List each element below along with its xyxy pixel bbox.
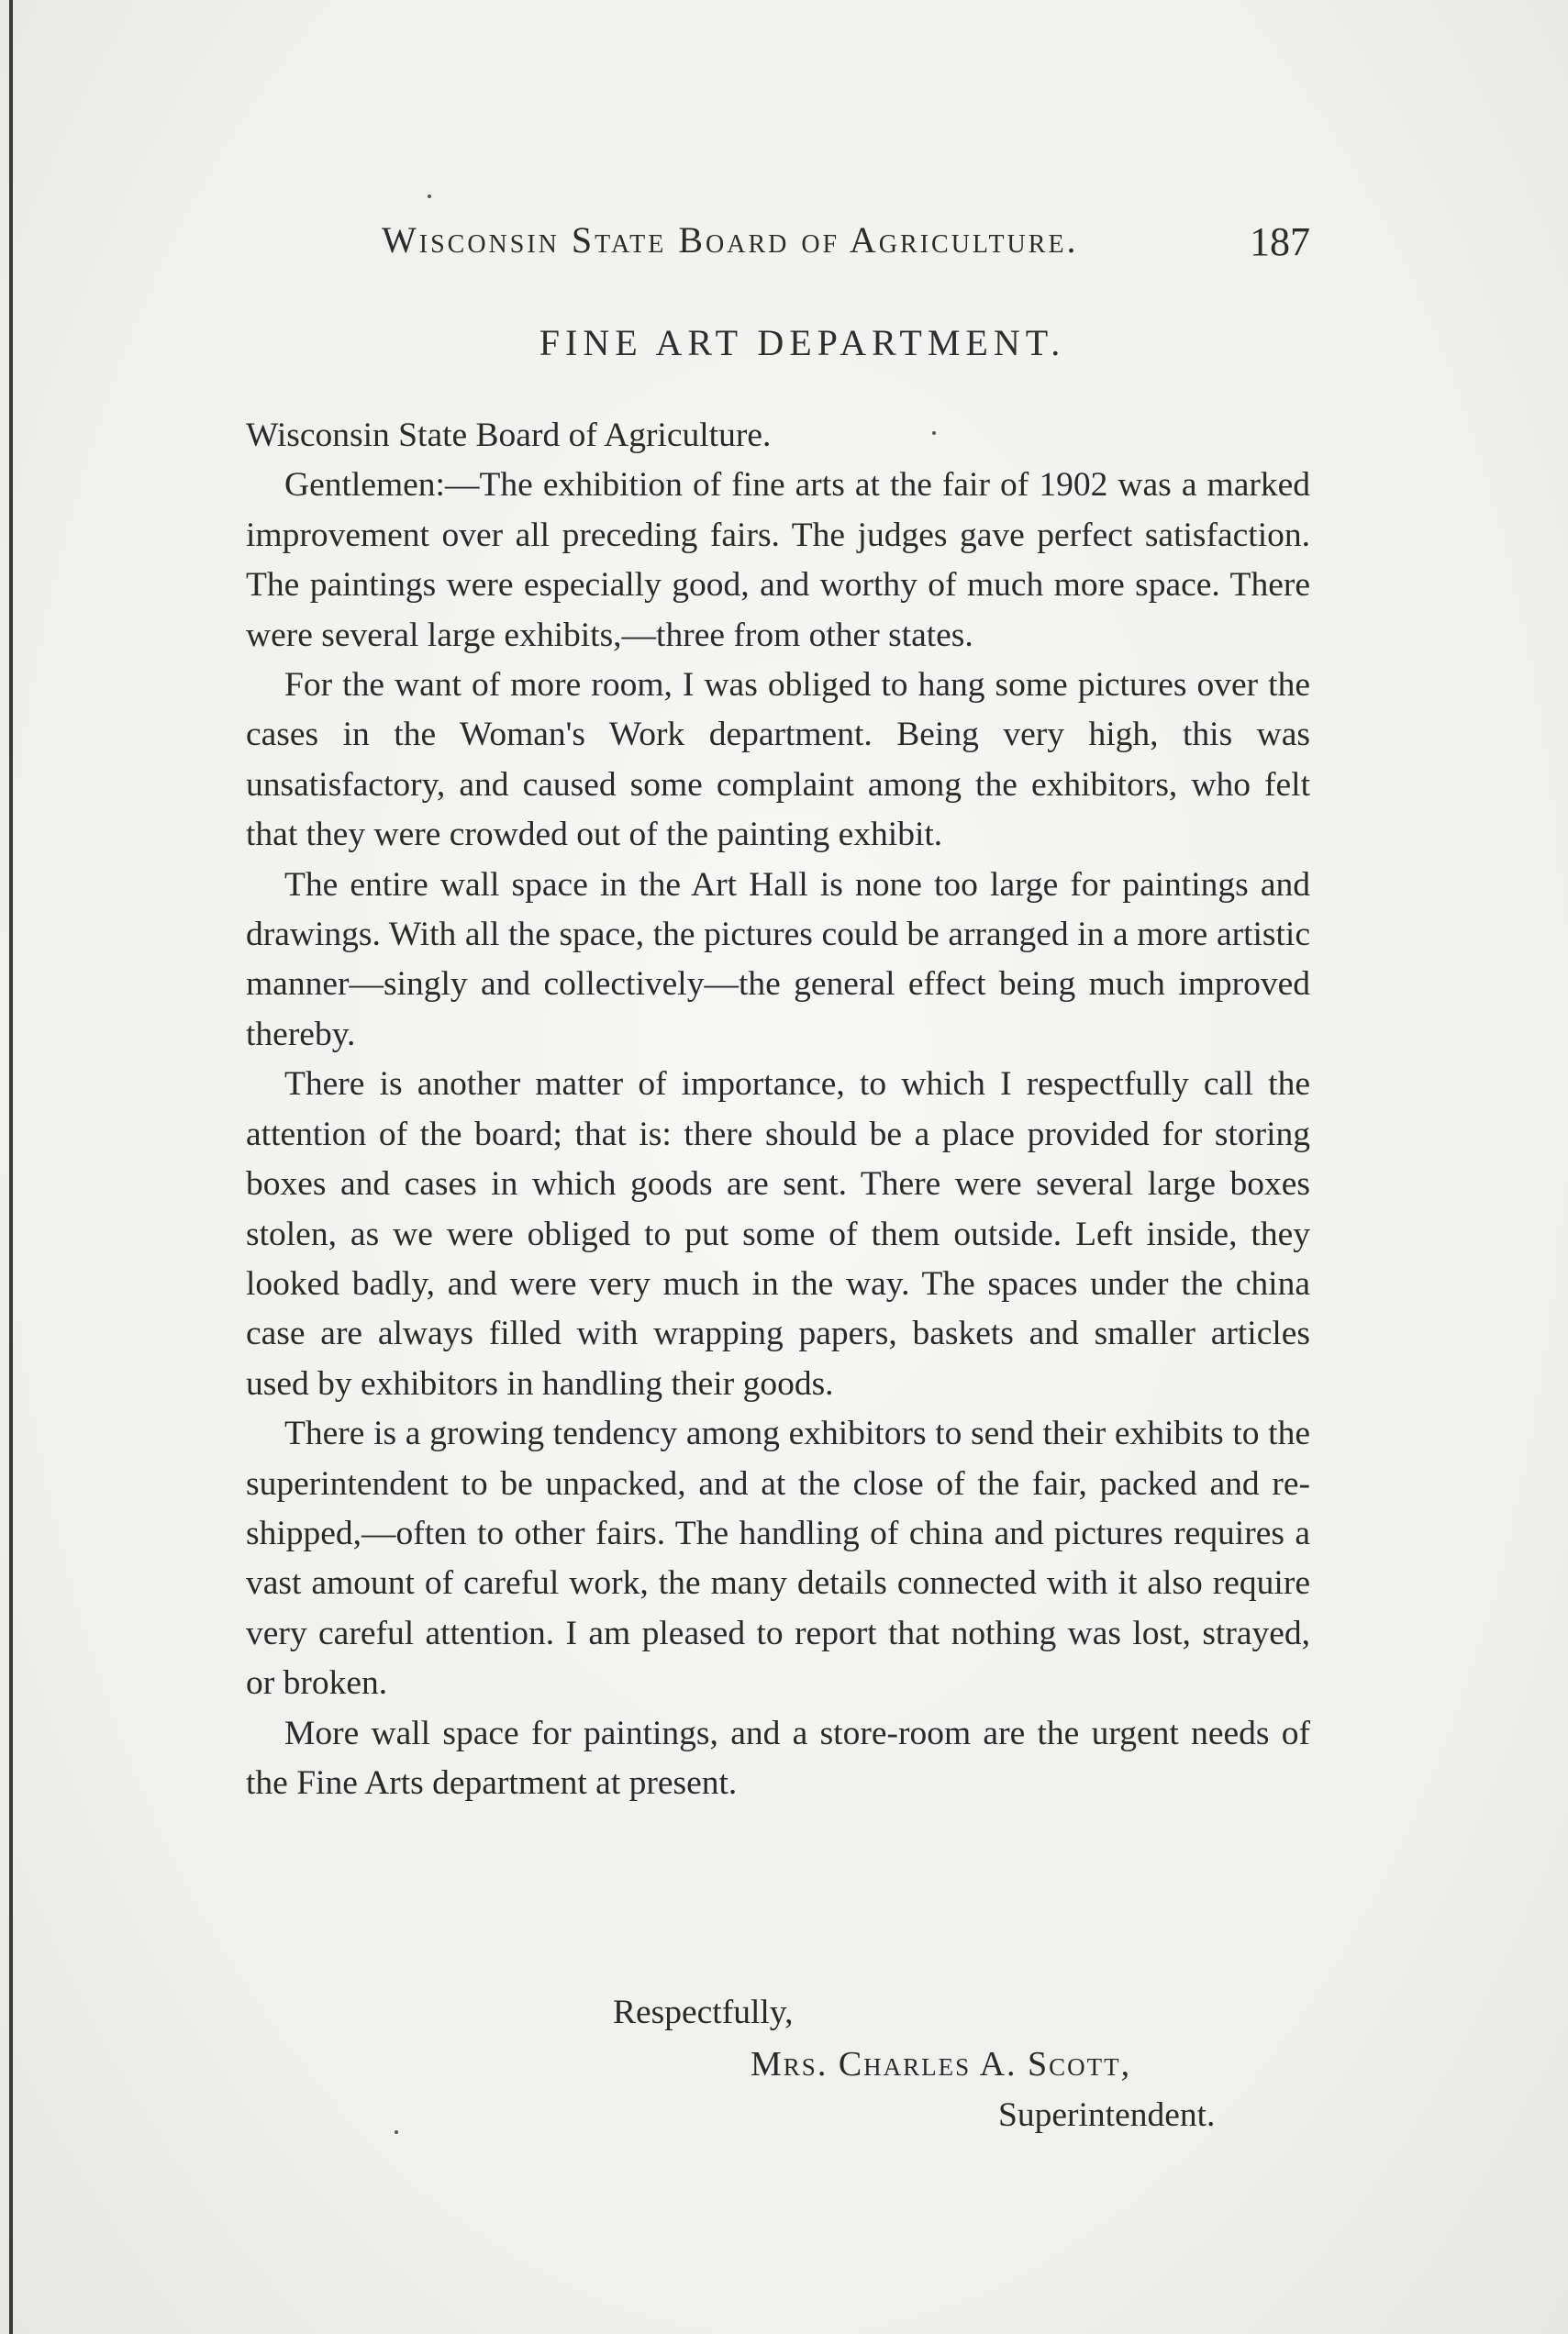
running-head: Wisconsin State Board of Agriculture. — [382, 219, 1079, 261]
letter-body — [246, 411, 1310, 1808]
paragraph-1: Gentlemen:—The exhibition of fine arts at the fair of 1902 was a marked improvement over all preceding fairs. The judges gave perfect satisfaction. The paintings were especially good, and worthy of much more space. There were several large exhibits,—three from other states. — [246, 466, 1310, 654]
closing: Respectfully, — [613, 1994, 794, 2031]
section-title: FINE ART DEPARTMENT. — [539, 322, 1066, 363]
scan-speck — [932, 431, 936, 435]
scan-speck — [395, 2130, 398, 2134]
scan-speck — [428, 194, 431, 198]
salutation: Wisconsin State Board of Agriculture. — [246, 417, 772, 454]
page-header — [246, 218, 1310, 273]
paragraph-5: There is a growing tendency among exhibitors to send their exhibits to the superintendent to be unpacked, and at the close of the fair, packed and re-shipped,—often to other fairs. The handling of china and pictures requires a vast amount of careful work, the many details connected with it also require very careful attention. I am pleased to report that nothing was lost, strayed, or broken. — [246, 1415, 1310, 1703]
paragraph-6: More wall space for paintings, and a store-room are the urgent needs of the Fine Arts department at present. — [246, 1714, 1310, 1802]
paragraph-3: The entire wall space in the Art Hall is none too large for paintings and drawings. With all the space, the pictures could be arranged in a more artistic manner—singly and collectively—the general effect being much improved thereby. — [246, 865, 1310, 1053]
paragraph-2: For the want of more room, I was obliged to hang some pictures over the cases in the Woman's Work department. Being very high, this was unsatisfactory, and caused some complaint among the exhibitors, who felt that they were crowded out of the painting exhibit. — [246, 666, 1310, 854]
paragraph-4: There is another matter of importance, to which I respectfully call the attention of the board; that is: there should be a place provided for storing boxes and cases in which goods are sent. There were several large boxes stolen, as we were obliged to put some of them outside. Left inside, they looked badly, and were very much in the way. The spaces under the china case are always filled with wrapping papers, baskets and smaller articles used by exhibitors in handling their goods. — [246, 1065, 1310, 1403]
page-number: 187 — [1250, 219, 1310, 264]
signature: Mrs. Charles A. Scott, — [751, 2045, 1132, 2084]
signature-title: Superintendent. — [998, 2096, 1216, 2134]
